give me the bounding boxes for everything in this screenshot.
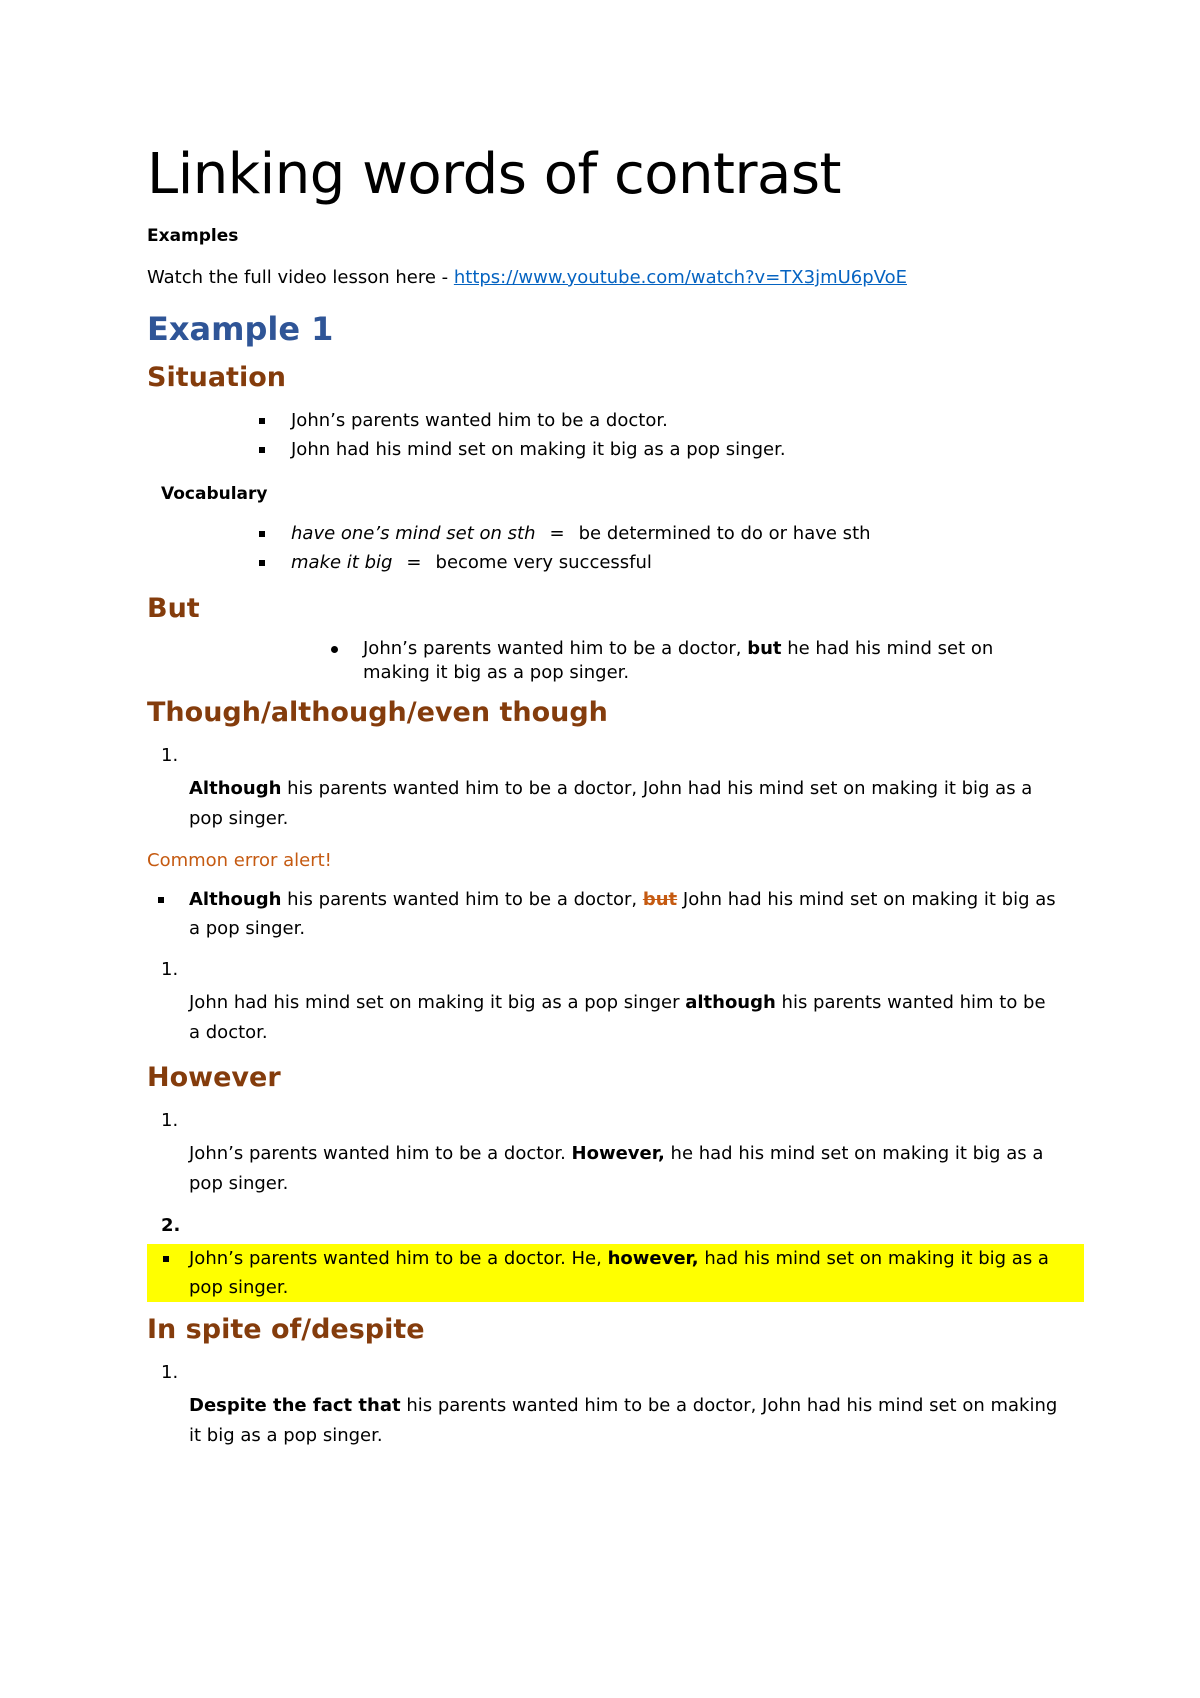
sentence-part: his parents wanted him to be a doctor, John had his mind set on making it big as a pop singer. [189, 1395, 1058, 1446]
vocab-meaning: be determined to do or have sth [578, 523, 871, 544]
sentence-part: his parents wanted him to be a doctor, John had his mind set on making it big as a pop singer. [189, 778, 1033, 829]
vocab-equals: = [406, 552, 422, 573]
common-error-alert: Common error alert! [147, 850, 332, 871]
though-example-2 [189, 988, 1062, 1048]
error-example [189, 885, 1062, 943]
though-example-1 [189, 774, 1062, 834]
keyword: Despite the fact that [189, 1395, 401, 1416]
sentence-part: had his mind set on making it big as a pop singer. [189, 1248, 1049, 1298]
however-example-2-highlighted [147, 1244, 1084, 1302]
document-page [147, 140, 1062, 1463]
sentence-part: he had his mind set on making it big as a pop singer. [363, 638, 994, 683]
keyword: but [747, 638, 782, 659]
but-heading: But [147, 593, 200, 624]
vocab-meaning: become very successful [435, 552, 652, 573]
sentence-part: John had his mind set on making it big as a pop singer. [189, 889, 1056, 939]
list-item: John’s parents wanted him to be a doctor. [259, 406, 1062, 435]
intro-paragraph [147, 263, 1062, 292]
despite-heading: In spite of/despite [147, 1314, 425, 1345]
keyword: although [685, 992, 776, 1013]
sentence-part: John’s parents wanted him to be a doctor. [189, 1143, 572, 1164]
vocab-equals: = [549, 523, 565, 544]
list-number: 1. [161, 959, 179, 980]
situation-list [147, 406, 1062, 464]
sentence-part: John’s parents wanted him to be a doctor, [363, 638, 748, 659]
sentence-part: he had his mind set on making it big as a pop singer. [189, 1143, 1044, 1194]
sentence-part: John had his mind set on making it big as a pop singer [189, 992, 686, 1013]
vocabulary-label: Vocabulary [161, 484, 268, 504]
vocabulary-list [147, 519, 1062, 577]
intro-text: Watch the full video lesson here - [147, 267, 454, 288]
document-title: Linking words of contrast [147, 142, 841, 207]
video-link[interactable]: https://www.youtube.com/watch?v=TX3jmU6pVoE [453, 267, 907, 288]
keyword: Although [189, 889, 282, 910]
but-sentence [327, 637, 1062, 685]
list-number: 1. [161, 1110, 179, 1131]
keyword: however, [607, 1248, 699, 1269]
example-heading: Example 1 [147, 310, 334, 348]
list-number: 1. [161, 1362, 179, 1383]
square-bullet-icon [158, 897, 164, 903]
sentence-part: his parents wanted him to be a doctor. [189, 992, 1046, 1043]
keyword: However, [571, 1143, 665, 1164]
vocab-term: have one’s mind set on sth [291, 523, 536, 544]
struck-word: but [642, 889, 678, 910]
square-bullet-icon [163, 1256, 169, 1262]
sentence-part: his parents wanted him to be a doctor, [281, 889, 643, 910]
list-item: John had his mind set on making it big as a pop singer. [259, 435, 1062, 464]
however-heading: However [147, 1062, 281, 1093]
situation-heading: Situation [147, 362, 286, 393]
though-heading: Though/although/even though [147, 697, 608, 728]
despite-example-1 [189, 1391, 1062, 1451]
vocab-term: make it big [291, 552, 393, 573]
sentence-part: John’s parents wanted him to be a doctor. He, [189, 1248, 608, 1269]
examples-label: Examples [147, 226, 239, 246]
vocabulary-item [259, 519, 1062, 548]
list-number: 1. [161, 745, 179, 766]
list-number: 2. [161, 1215, 181, 1236]
keyword: Although [189, 778, 282, 799]
but-list [147, 637, 1062, 685]
however-example-1 [189, 1139, 1062, 1199]
vocabulary-item [259, 548, 1062, 577]
